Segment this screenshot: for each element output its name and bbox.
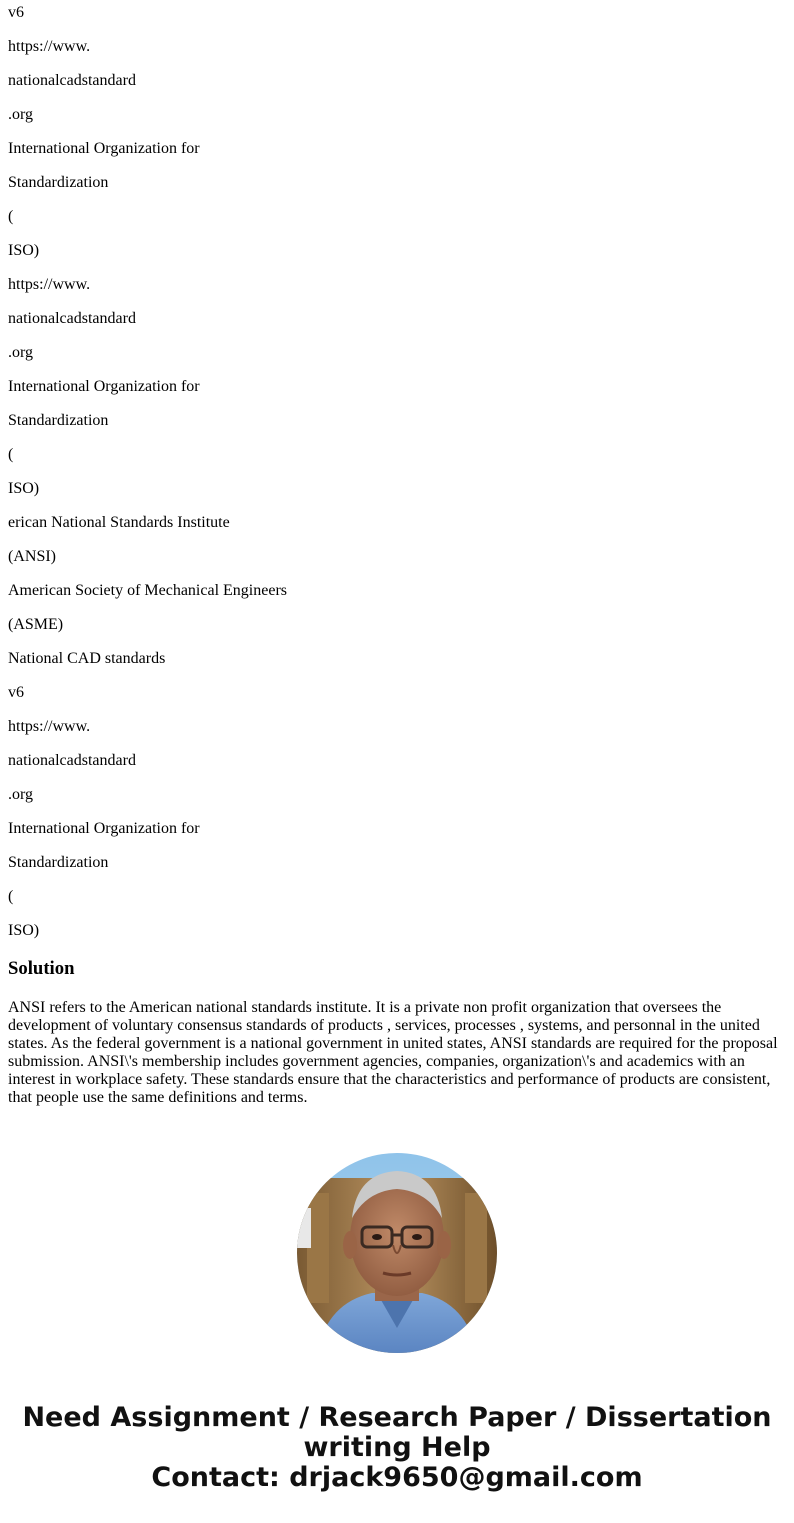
text-line: nationalcadstandard (8, 310, 136, 327)
text-line: International Organization for (8, 820, 200, 837)
text-line: (ASME) (8, 616, 64, 633)
footer-line-2: writing Help (303, 1432, 491, 1463)
text-line: erican National Standards Institute (8, 514, 230, 531)
text-line: International Organization for (8, 140, 200, 157)
text-line: .org (8, 786, 34, 803)
author-photo (297, 1153, 497, 1353)
text-line: American Society of Mechanical Engineers (8, 582, 287, 599)
text-line: .org (8, 344, 34, 361)
text-line: Standardization (8, 854, 109, 871)
text-line: (ANSI) (8, 548, 56, 565)
text-line: National CAD standards (8, 650, 166, 667)
text-line: International Organization for (8, 378, 200, 395)
text-line: https://www. (8, 718, 91, 735)
reference-lines (8, 3, 778, 955)
solution-heading: Solution (8, 958, 75, 979)
text-line: ISO) (8, 242, 40, 259)
text-line: ( (8, 888, 14, 905)
text-line: nationalcadstandard (8, 752, 136, 769)
contact-footer (0, 1403, 794, 1493)
text-line: Standardization (8, 412, 109, 429)
text-line: ( (8, 208, 14, 225)
text-line: ( (8, 446, 14, 463)
text-line: .org (8, 106, 34, 123)
text-line: https://www. (8, 276, 91, 293)
text-line: nationalcadstandard (8, 72, 136, 89)
text-line: https://www. (8, 38, 91, 55)
footer-contact-line: Contact: drjack9650@gmail.com (151, 1462, 643, 1493)
text-line: ISO) (8, 922, 40, 939)
author-avatar (297, 1153, 497, 1353)
solution-paragraph: ANSI refers to the American national standards institute. It is a private non profit organization that oversees the development of voluntary consensus standards of products , services, processes , systems, and personnal in the united states. As the federal government is a national government in united states, ANSI standards are required for the proposal submission. ANSI\'s membership includes government agencies, companies, organization\'s and academics with an interest in workplace safety. These standards ensure that the characteristics and performance of products are consistent, that people use the same definitions and terms. (8, 999, 778, 1106)
text-line: v6 (8, 4, 24, 21)
footer-line-1: Need Assignment / Research Paper / Dissertation (22, 1402, 772, 1433)
text-line: Standardization (8, 174, 109, 191)
text-line: v6 (8, 684, 24, 701)
text-line: ISO) (8, 480, 40, 497)
